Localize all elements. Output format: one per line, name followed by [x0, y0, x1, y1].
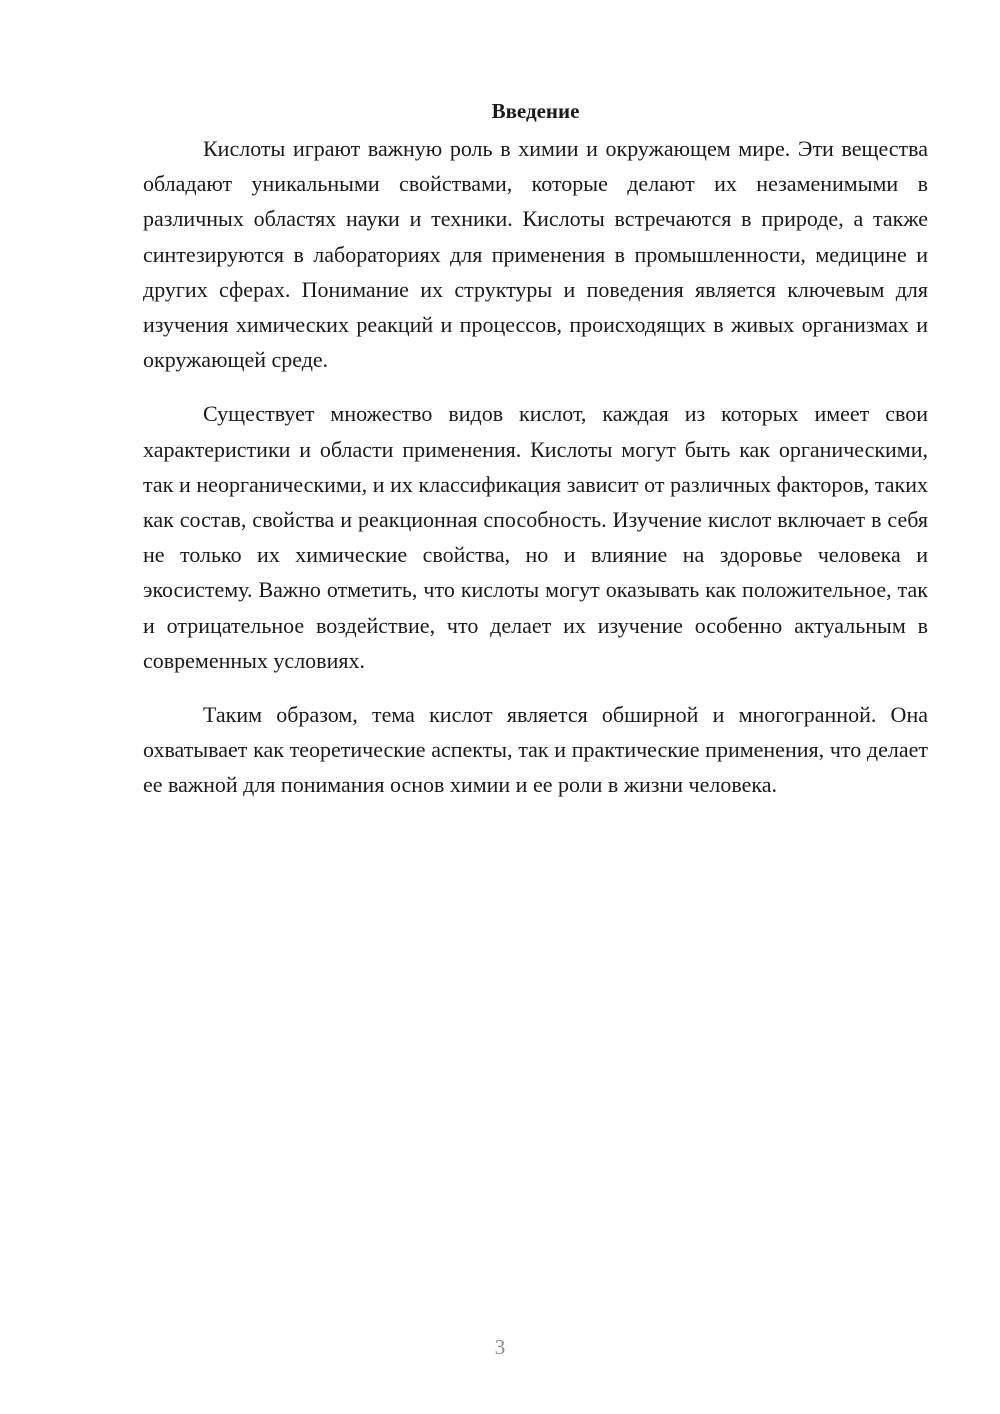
- page-number: 3: [494, 1335, 506, 1359]
- paragraph-1: Кислоты играют важную роль в химии и окружающем мире. Эти вещества обладают уникальными свойствами, которые делают их незаменимыми в различных областях науки и техники. Кислоты встречаются в природе, а также синтезируются в лабораториях для применения в промышленности, медицине и других сферах. Понимание их структуры и поведения является ключевым для изучения химических реакций и процессов, происходящих в живых организмах и окружающей среде.: [143, 136, 928, 373]
- section-heading: Введение: [491, 99, 580, 123]
- paragraph-2: Существует множество видов кислот, каждая из которых имеет свои характеристики и области применения. Кислоты могут быть как органическими, так и неорганическими, и их классификация зависит от различных факторов, таких как состав, свойства и реакционная способность. Изучение кислот включает в себя не только их химические свойства, но и влияние на здоровье человека и экосистему. Важно отметить, что кислоты могут оказывать как положительное, так и отрицательное воздействие, что делает их изучение особенно актуальным в современных условиях.: [143, 401, 928, 673]
- page-content: [143, 95, 928, 822]
- paragraph-3: Таким образом, тема кислот является обширной и многогранной. Она охватывает как теоретические аспекты, так и практические применения, что делает ее важной для понимания основ химии и ее роли в жизни человека.: [143, 702, 928, 798]
